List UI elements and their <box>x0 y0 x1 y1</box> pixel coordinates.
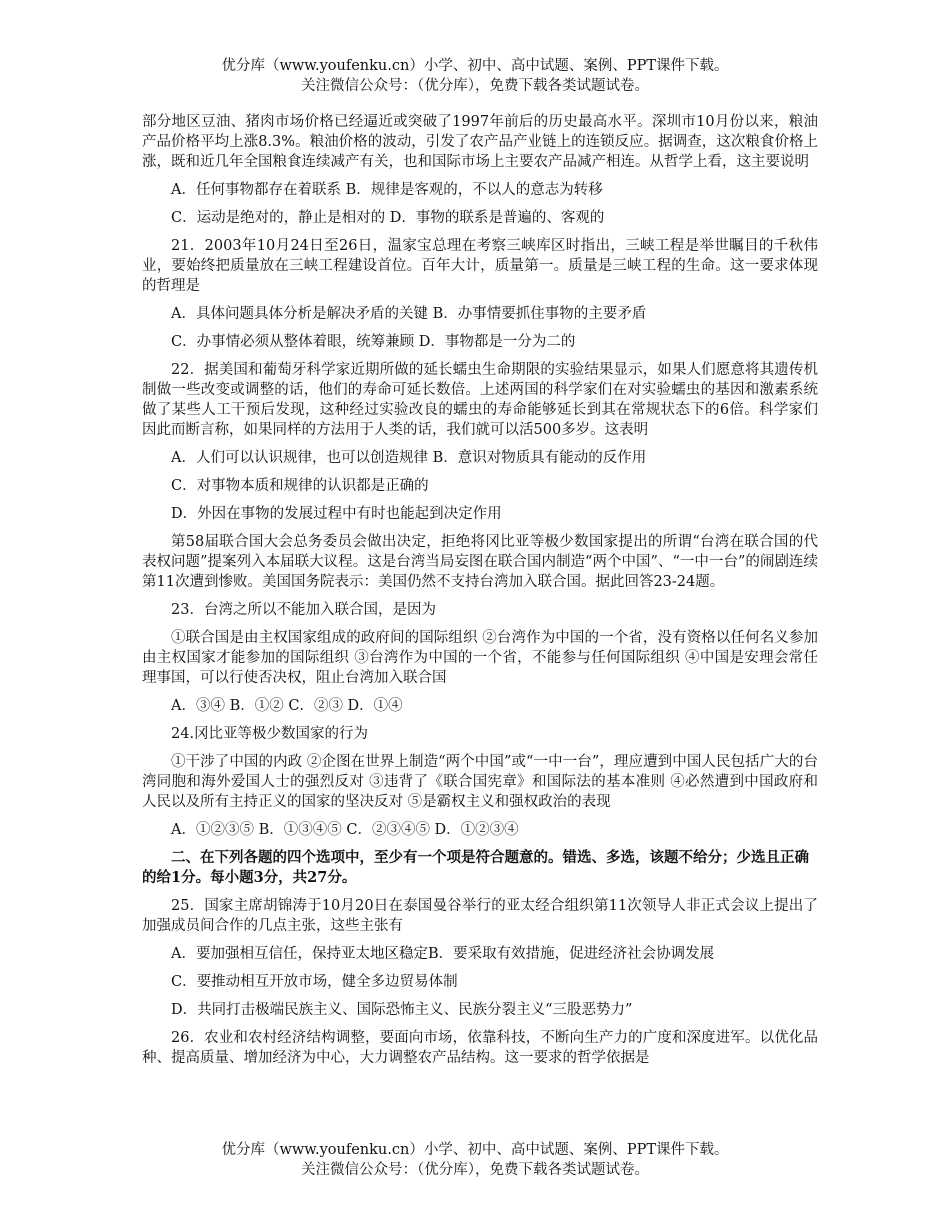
header-line-1: 优分库（www.youfenku.cn）小学、初中、高中试题、案例、PPT课件下载。 <box>221 58 729 74</box>
q20-options-ab: A．任何事物都存在着联系 B．规律是客观的，不以人的意志为转移 <box>171 182 603 198</box>
q21-stem: 21．2003年10月24日至26日，温家宝总理在考察三峡库区时指出，三峡工程是举世瞩目的千秋伟业，要始终把质量放在三峡工程建设首位。百年大计，质量第一。质量是三峡工程的生命。这一要求体现的哲理是 <box>142 238 818 294</box>
q26-stem: 26．农业和农村经济结构调整，要面向市场，依靠科技，不断向生产力的广度和深度进军。以优化品种、提高质量、增加经济为中心，大力调整农产品结构。这一要求的哲学依据是 <box>142 1030 818 1066</box>
header-line-2: 关注微信公众号：（优分库），免费下载各类试题试卷。 <box>301 78 649 94</box>
section-2-heading: 二、在下列各题的四个选项中，至少有一个项是符合题意的。错选、多选，该题不给分；少选且正确的给1分。每小题3分，共27分。 <box>142 849 809 886</box>
q21-options-cd: C．办事情必须从整体着眼，统筹兼顾 D．事物都是一分为二的 <box>171 334 576 350</box>
page-footer <box>0 1140 950 1180</box>
footer-line-2: 关注微信公众号：（优分库），免费下载各类试题试卷。 <box>301 1162 649 1178</box>
q25-option-c: C．要推动相互开放市场，健全多边贸易体制 <box>171 974 458 990</box>
footer-line-1: 优分库（www.youfenku.cn）小学、初中、高中试题、案例、PPT课件下载。 <box>221 1142 729 1158</box>
q23-stem: 23．台湾之所以不能加入联合国，是因为 <box>171 602 436 618</box>
page-header <box>0 56 950 96</box>
q24-options: A．①②③⑤ B．①③④⑤ C．②③④⑤ D．①②③④ <box>171 822 519 838</box>
q22-option-d: D．外因在事物的发展过程中有时也能起到决定作用 <box>171 506 502 522</box>
document-body <box>142 112 818 1076</box>
q22-option-ab: A．人们可以认识规律，也可以创造规律 B．意识对物质具有能动的反作用 <box>171 450 647 466</box>
q25-option-d: D．共同打击极端民族主义、国际恐怖主义、民族分裂主义“三股恶势力” <box>171 1002 633 1018</box>
q21-options-ab: A．具体问题具体分析是解决矛盾的关键 B．办事情要抓住事物的主要矛盾 <box>171 306 647 322</box>
material-23-24: 第58届联合国大会总务委员会做出决定，拒绝将冈比亚等极少数国家提出的所谓“台湾在联合国的代表权问题”提案列入本届联大议程。这是台湾当局妄图在联合国内制造“两个中国”、“一中一台”的闹剧连续第11次遭到惨败。美国国务院表示：美国仍然不支持台湾加入联合国。据此回答23-24题。 <box>142 534 818 590</box>
q24-stem: 24.冈比亚等极少数国家的行为 <box>171 726 369 742</box>
q23-options: A．③④ B．①② C．②③ D．①④ <box>171 698 403 714</box>
q23-statements: ①联合国是由主权国家组成的政府间的国际组织 ②台湾作为中国的一个省，没有资格以任何名义参加由主权国家才能参加的国际组织 ③台湾作为中国的一个省，不能参与任何国际组织 ④中国是安理会常任理事国，可以行使否决权，阻止台湾加入联合国 <box>142 630 818 686</box>
q25-option-ab: A．要加强相互信任，保持亚太地区稳定B．要采取有效措施，促进经济社会协调发展 <box>171 946 715 962</box>
q24-statements: ①干涉了中国的内政 ②企图在世界上制造“两个中国”或“一中一台”，理应遭到中国人民包括广大的台湾同胞和海外爱国人士的强烈反对 ③违背了《联合国宪章》和国际法的基本准则 ④必然遭到中国政府和人民以及所有主持正义的国家的坚决反对 ⑤是霸权主义和强权政治的表现 <box>142 754 818 810</box>
q22-option-c: C．对事物本质和规律的认识都是正确的 <box>171 478 429 494</box>
q22-stem: 22．据美国和葡萄牙科学家近期所做的延长蠕虫生命期限的实验结果显示，如果人们愿意将其遗传机制做一些改变或调整的话，他们的寿命可延长数倍。上述两国的科学家们在对实验蠕虫的基因和激素系统做了某些人工干预后发现，这种经过实验改良的蠕虫的寿命能够延长到其在常规状态下的6倍。科学家们因此而断言称，如果同样的方法用于人类的话，我们就可以活500多岁。这表明 <box>142 362 818 438</box>
q20-options-cd: C．运动是绝对的，静止是相对的 D．事物的联系是普遍的、客观的 <box>171 210 605 226</box>
q20-stem-continuation: 部分地区豆油、猪肉市场价格已经逼近或突破了1997年前后的历史最高水平。深圳市10月份以来，粮油产品价格平均上涨8.3%。粮油价格的波动，引发了农产品产业链上的连锁反应。据调查，这次粮食价格上涨，既和近几年全国粮食连续减产有关，也和国际市场上主要农产品减产相连。从哲学上看，这主要说明 <box>142 114 818 170</box>
q25-stem: 25．国家主席胡锦涛于10月20日在泰国曼谷举行的亚太经合组织第11次领导人非正式会议上提出了加强成员间合作的几点主张，这些主张有 <box>142 898 818 934</box>
